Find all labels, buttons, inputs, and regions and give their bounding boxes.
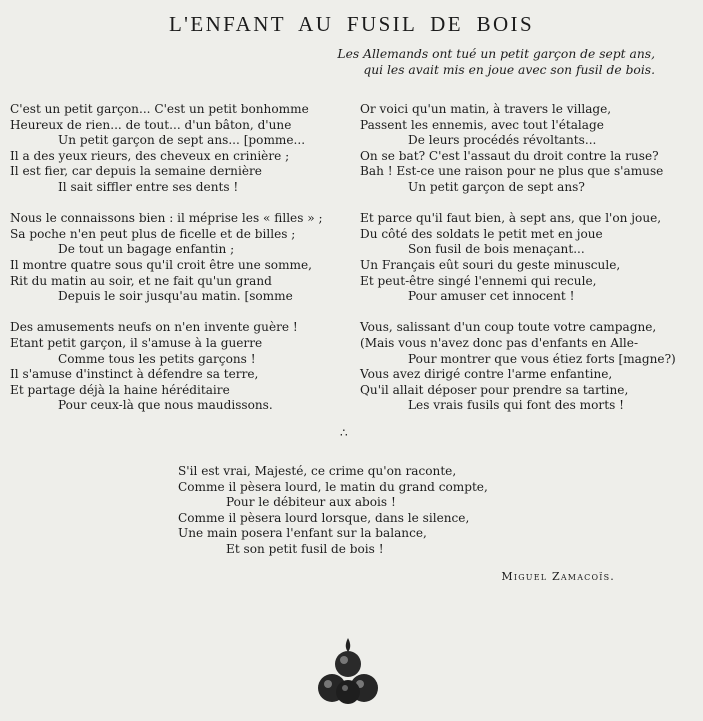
verse-line: Pour ceux-là que nous maudissons. [58,398,273,413]
fruit-cluster-icon [315,634,381,710]
verse-line: De tout un bagage enfantin ; [58,242,235,257]
poem-title: L'ENFANT AU FUSIL DE BOIS [168,12,535,36]
stanza [10,211,345,305]
verse-line: Bah ! Est-ce une raison pour ne plus que s'amuse [360,164,664,179]
verse-line: De leurs procédés révoltants... [408,133,597,148]
verse-line: Pour le débiteur aux abois ! [226,495,396,510]
verse-line: Heureux de rien... de tout... d'un bâton, d'une [10,117,292,132]
verse-line: Un Français eût souri du geste minuscule, [360,257,621,272]
epigraph-line: qui les avait mis en joue avec son fusil de bois. [363,62,655,77]
verse-line: Il s'amuse d'instinct à défendre sa terre, [10,367,259,382]
verse-line: Comme tous les petits garçons ! [58,351,256,366]
verse-line: Il est fier, car depuis la semaine dernière [10,164,262,179]
verse-line: Une main posera l'enfant sur la balance, [178,526,427,541]
verse-line: Pour montrer que vous étiez forts [magne?) [408,351,676,366]
stanza [360,211,695,305]
stanza [10,102,345,196]
verse-line: Comme il pèsera lourd, le matin du grand compte, [178,479,488,494]
right-column [360,102,695,429]
verse-line: Il montre quatre sous qu'il croit être une somme, [10,257,313,272]
verse-line: Un petit garçon de sept ans? [408,179,585,194]
verse-line: Rit du matin au soir, et ne fait qu'un grand [10,273,272,288]
verse-line: Il sait siffler entre ses dents ! [58,179,239,194]
verse-line: Des amusements neufs on n'en invente guère ! [10,320,298,335]
verse-line: On se bat? C'est l'assaut du droit contre la ruse? [360,148,659,163]
left-column [10,102,345,429]
verse-line: C'est un petit garçon... C'est un petit bonhomme [10,102,309,116]
verse-line: Et son petit fusil de bois ! [226,541,384,556]
verse-line: Passent les ennemis, avec tout l'étalage [360,117,604,132]
stanza [360,102,695,196]
stanza [360,320,695,414]
verse-line: (Mais vous n'avez donc pas d'enfants en Alle- [360,335,639,350]
verse-line: Du côté des soldats le petit met en joue [360,226,603,241]
verse-line: Son fusil de bois menaçant... [408,242,585,257]
epigraph-line: Les Allemands ont tué un petit garçon de sept ans, [337,47,655,61]
verse-line: Comme il pèsera lourd lorsque, dans le silence, [178,510,470,525]
verse-line: Vous avez dirigé contre l'arme enfantine, [360,367,613,382]
verse-line: Etant petit garçon, il s'amuse à la guerre [10,335,263,350]
verse-line: Un petit garçon de sept ans... [pomme... [58,133,306,148]
verse-line: Les vrais fusils qui font des morts ! [408,398,624,413]
verse-line: Or voici qu'un matin, à travers le village, [360,102,612,116]
final-stanza [178,464,598,558]
verse-line: Et peut-être singé l'ennemi qui recule, [360,273,597,288]
author-signature: Miguel Zamacoïs. [501,570,615,583]
verse-line: Et partage déjà la haine héréditaire [10,382,230,397]
verse-line: S'il est vrai, Majesté, ce crime qu'on raconte, [178,464,457,478]
verse-line: Sa poche n'en peut plus de ficelle et de billes ; [10,226,296,241]
verse-line: Qu'il allait déposer pour prendre sa tartine, [360,382,629,397]
verse-line: Vous, salissant d'un coup toute votre campagne, [360,320,657,335]
verse-line: Pour amuser cet innocent ! [408,289,575,304]
stanza-separator: ∴ [340,426,350,440]
verse-line: Depuis le soir jusqu'au matin. [somme [58,289,293,304]
epigraph [235,47,655,78]
verse-line: Et parce qu'il faut bien, à sept ans, que l'on joue, [360,211,662,226]
verse-line: Il a des yeux rieurs, des cheveux en crinière ; [10,148,290,163]
stanza [10,320,345,414]
verse-line: Nous le connaissons bien : il méprise les « filles » ; [10,211,323,226]
